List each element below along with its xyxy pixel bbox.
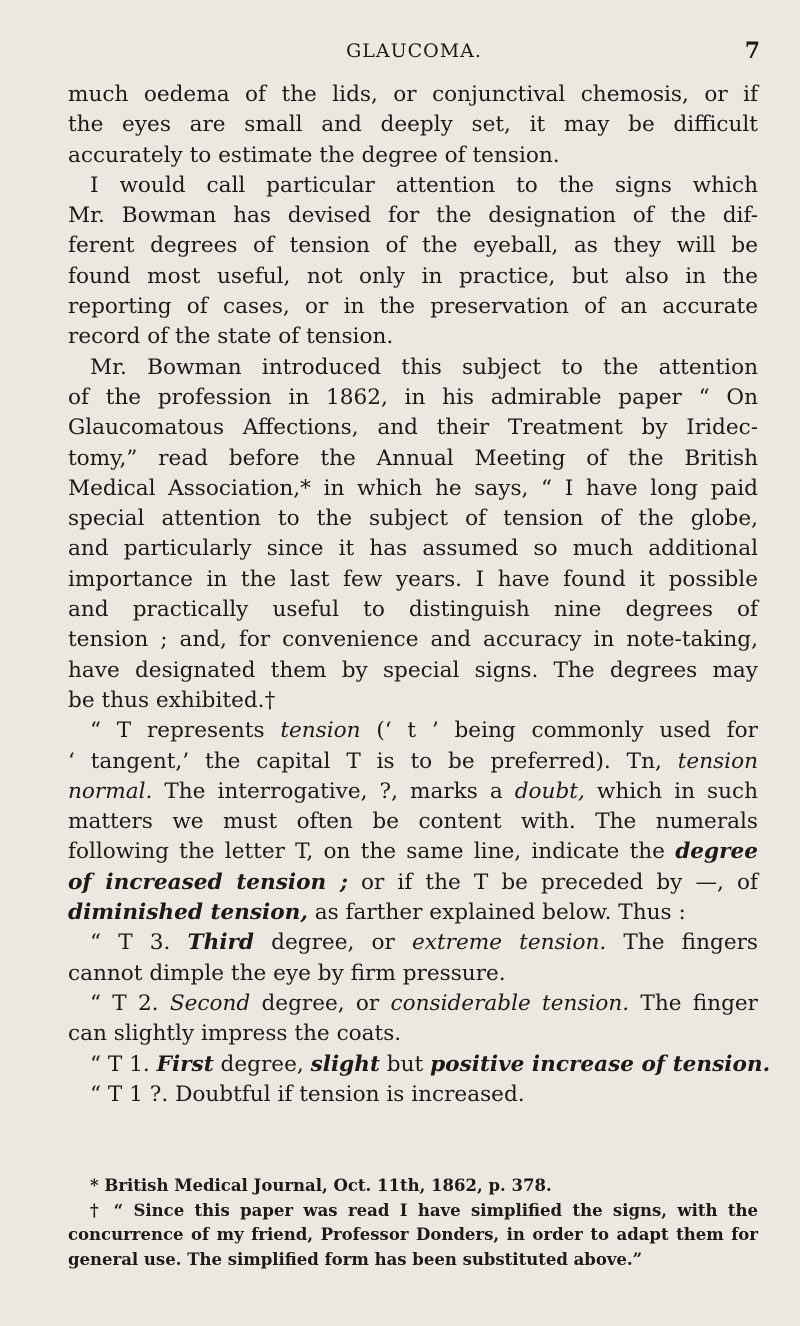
text-line: ferent degrees of tension of the eyeball, as they will be xyxy=(68,233,758,259)
italic-run: Second xyxy=(169,990,251,1016)
bold-italic-run: positive increase of tension. xyxy=(430,1051,771,1077)
text-line: Glaucomatous Affections, and their Treatment by Iridec- xyxy=(68,415,758,441)
footnote: general use. The simplified form has been substituted above.” xyxy=(68,1249,643,1269)
text-line: have designated them by special signs. The degrees may xyxy=(68,657,758,683)
text-run: “ T represents xyxy=(90,718,281,744)
text-line xyxy=(68,868,758,898)
text-line: much oedema of the lids, or conjunctival chemosis, or if xyxy=(68,82,758,107)
body-text xyxy=(68,80,771,1110)
text-run: The fingers xyxy=(606,930,758,956)
text-line xyxy=(68,1050,771,1080)
footnote: concurrence of my friend, Professor Donders, in order to adapt them for xyxy=(68,1225,758,1244)
text-line: Medical Association,* in which he says, “ I have long paid xyxy=(68,475,758,501)
text-line: tension ; and, for convenience and accuracy in note-taking, xyxy=(68,627,758,653)
bold-italic-run: slight xyxy=(310,1051,380,1077)
bold-italic-run: diminished tension, xyxy=(68,900,308,926)
text-line: Mr. Bowman has devised for the designation of the dif- xyxy=(68,203,758,229)
text-line xyxy=(68,747,758,777)
page-header xyxy=(68,38,760,68)
text-line: cannot dimple the eye by firm pressure. xyxy=(68,960,506,986)
text-run: The interrogative, ?, marks a xyxy=(152,778,515,804)
text-line: tomy,” read before the Annual Meeting of the British xyxy=(68,445,758,471)
footnotes xyxy=(68,1174,758,1272)
text-line: reporting of cases, or in the preservation of an accurate xyxy=(68,294,758,320)
italic-run: normal. xyxy=(68,778,153,804)
text-line xyxy=(68,898,758,928)
text-line xyxy=(68,777,758,807)
text-run: as farther explained below. Thus : xyxy=(307,900,686,926)
text-line xyxy=(68,837,758,867)
text-line: “ T 1 ?. Doubtful if tension is increased. xyxy=(90,1081,525,1107)
italic-run: extreme tension. xyxy=(411,930,607,956)
text-run: The finger xyxy=(629,990,759,1016)
text-run: which in such xyxy=(584,778,758,804)
text-line: and practically useful to distinguish nine degrees of xyxy=(68,597,758,623)
text-line: accurately to estimate the degree of tension. xyxy=(68,142,560,168)
text-line: be thus exhibited.† xyxy=(68,687,276,713)
text-run: “ T 2. xyxy=(90,990,170,1016)
text-run: “ T 1. xyxy=(90,1051,157,1077)
text-run: ‘ tangent,’ the capital T is to be preferred). Tn, xyxy=(68,748,678,774)
text-line: the eyes are small and deeply set, it may be difficult xyxy=(68,112,758,138)
running-head: GLAUCOMA. xyxy=(346,40,482,62)
page-number: 7 xyxy=(744,38,760,64)
text-run: but xyxy=(379,1051,431,1077)
text-line: can slightly impress the coats. xyxy=(68,1021,402,1047)
text-run: degree, or xyxy=(250,990,391,1016)
text-line xyxy=(68,989,758,1019)
text-line: importance in the last few years. I have found it possible xyxy=(68,566,758,592)
text-line: record of the state of tension. xyxy=(68,324,394,350)
italic-run: tension xyxy=(280,718,361,744)
text-line: I would call particular attention to the signs which xyxy=(90,172,758,198)
text-line xyxy=(68,928,758,958)
text-line: found most useful, not only in practice, but also in the xyxy=(68,263,758,289)
text-run: following the letter T, on the same line, indicate the xyxy=(68,839,676,865)
footnote: † “ Since this paper was read I have simplified the signs, with the xyxy=(90,1200,758,1220)
text-run: (‘ t ’ being commonly used for xyxy=(360,718,758,744)
bold-italic-run: First xyxy=(156,1051,214,1077)
footnote: * British Medical Journal, Oct. 11th, 1862, p. 378. xyxy=(90,1176,552,1195)
bold-italic-run: degree xyxy=(675,839,758,865)
bold-italic-run: Third xyxy=(187,930,254,956)
italic-run: doubt, xyxy=(514,778,585,804)
text-line xyxy=(68,716,758,746)
text-line: matters we must often be content with. The numerals xyxy=(68,809,758,835)
text-run: degree, or xyxy=(254,930,412,956)
text-line: Mr. Bowman introduced this subject to the attention xyxy=(90,354,758,380)
italic-run: tension xyxy=(677,748,758,774)
italic-run: considerable tension. xyxy=(390,990,630,1016)
text-run: or if the T be preceded by —, of xyxy=(347,869,758,895)
text-line: of the profession in 1862, in his admirable paper “ On xyxy=(68,384,758,410)
text-line: special attention to the subject of tension of the globe, xyxy=(68,506,758,532)
bold-italic-run: of increased tension ; xyxy=(68,869,348,895)
text-run: “ T 3. xyxy=(90,930,188,956)
text-line: and particularly since it has assumed so much additional xyxy=(68,536,758,562)
text-run: degree, xyxy=(213,1051,311,1077)
